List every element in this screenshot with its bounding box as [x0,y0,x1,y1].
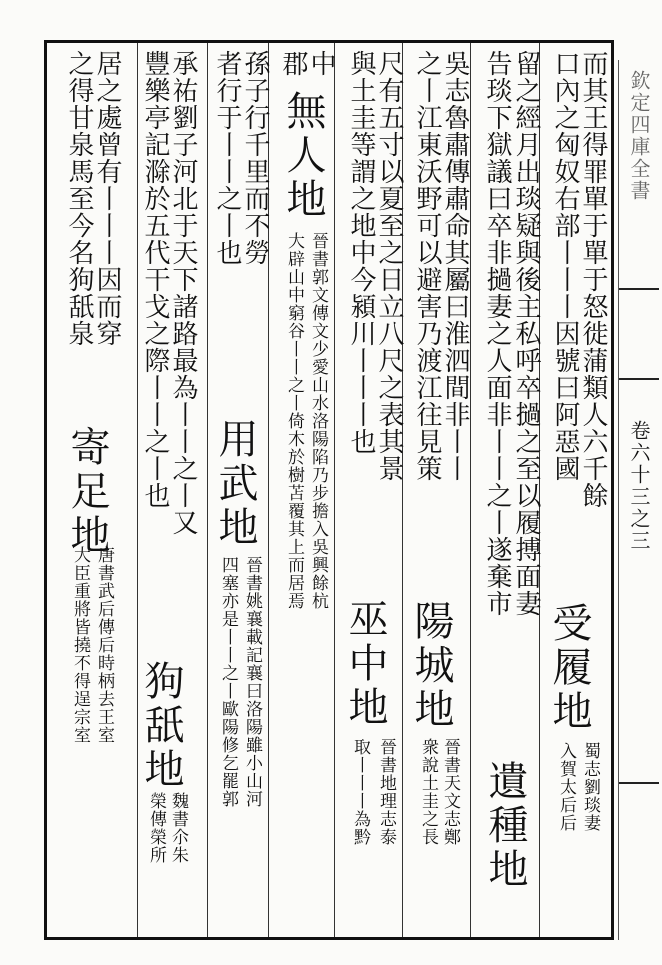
margin-strip [618,60,659,940]
text-column-10: 郡 [278,50,308,77]
text-column-7-tail: 巫中地 [342,598,388,730]
text-column-13-tail: 狗舐地 [138,660,184,792]
text-column-3-tail: 遺種地 [482,760,528,892]
chapter-marker: 卷六十三之三 [627,420,651,552]
text-column-1: 而其王得罪單于單于怒徙蒲類人六千餘 [578,50,608,509]
note-column: 四塞亦是丨丨之丨歐陽修乞罷郭 [218,556,238,808]
text-column-11: 孫子行千里而不勞 [240,50,270,266]
note-column: 唐書武后傳后時柄去王室 [94,546,114,744]
margin-divider [619,288,659,290]
text-column-4: 告琰下獄議曰卒非撾妻之人面非丨丨之丨遂棄市 [482,50,512,617]
text-column-9-head: 無人地 [280,90,326,222]
note-column: 蜀志劉琰妻 [580,742,600,832]
margin-divider [619,378,659,380]
text-column-12: 者行于丨丨之丨也 [212,50,242,266]
text-column-5: 吳志魯肅傳肅命其屬曰淮泗間非丨丨 [440,50,470,482]
note-column: 魏書尒朱 [168,792,188,864]
text-column-13: 承祐劉子河北于天下諸路最為丨丨之丨又 [168,50,198,536]
text-column-3: 留之經月出琰疑與後主私呼卒撾之至以履搏面妻 [511,50,541,617]
note-column: 晉書郭文傳文少愛山水洛陽陷乃步擔入吳興餘杭 [308,232,328,610]
text-column-1-tail: 受履地 [546,602,592,734]
margin-divider [619,782,659,784]
book-title-edge: 欽定四庫全書 [627,70,651,202]
note-column: 取丨丨丨為黔 [350,738,370,846]
note-column: 衆說土圭之長 [418,738,438,846]
text-column-8: 與土圭等謂之地中今潁川丨丨丨也 [346,50,376,455]
text-column-15-tail: 寄足地 [64,426,110,558]
text-column-9: 中 [306,50,336,77]
text-column-15: 居之處曾有丨丨丨因而穿 [92,50,122,347]
text-column-16: 之得甘泉馬至今名狗舐泉 [64,50,94,347]
text-column-11-tail: 用武地 [212,418,258,550]
note-column: 晉書地理志泰 [376,738,396,846]
note-column: 晉書天文志鄭 [440,738,460,846]
text-column-6: 之丨江東沃野可以避害乃渡江往見策 [412,50,442,482]
text-column-7: 尺有五寸以夏至之日立八尺之表其景 [374,50,404,482]
column-rule [334,43,335,937]
text-column-14: 豐樂亭記滁於五代干戈之際丨丨之丨也 [140,50,170,509]
note-column: 大辟山中窮谷丨丨之丨倚木於樹苫覆其上而居焉 [284,232,304,610]
text-column-5-tail: 陽城地 [408,600,454,732]
note-column: 榮傳榮所 [146,792,166,864]
note-column: 大臣重將皆撓不得逞宗室 [70,546,90,744]
text-column-2: 口內之匈奴右部丨丨丨因號曰阿惡國 [550,50,580,482]
note-column: 入賀太后后 [556,742,576,832]
note-column: 晉書姚襄載記襄曰洛陽雖小山河 [242,556,262,808]
